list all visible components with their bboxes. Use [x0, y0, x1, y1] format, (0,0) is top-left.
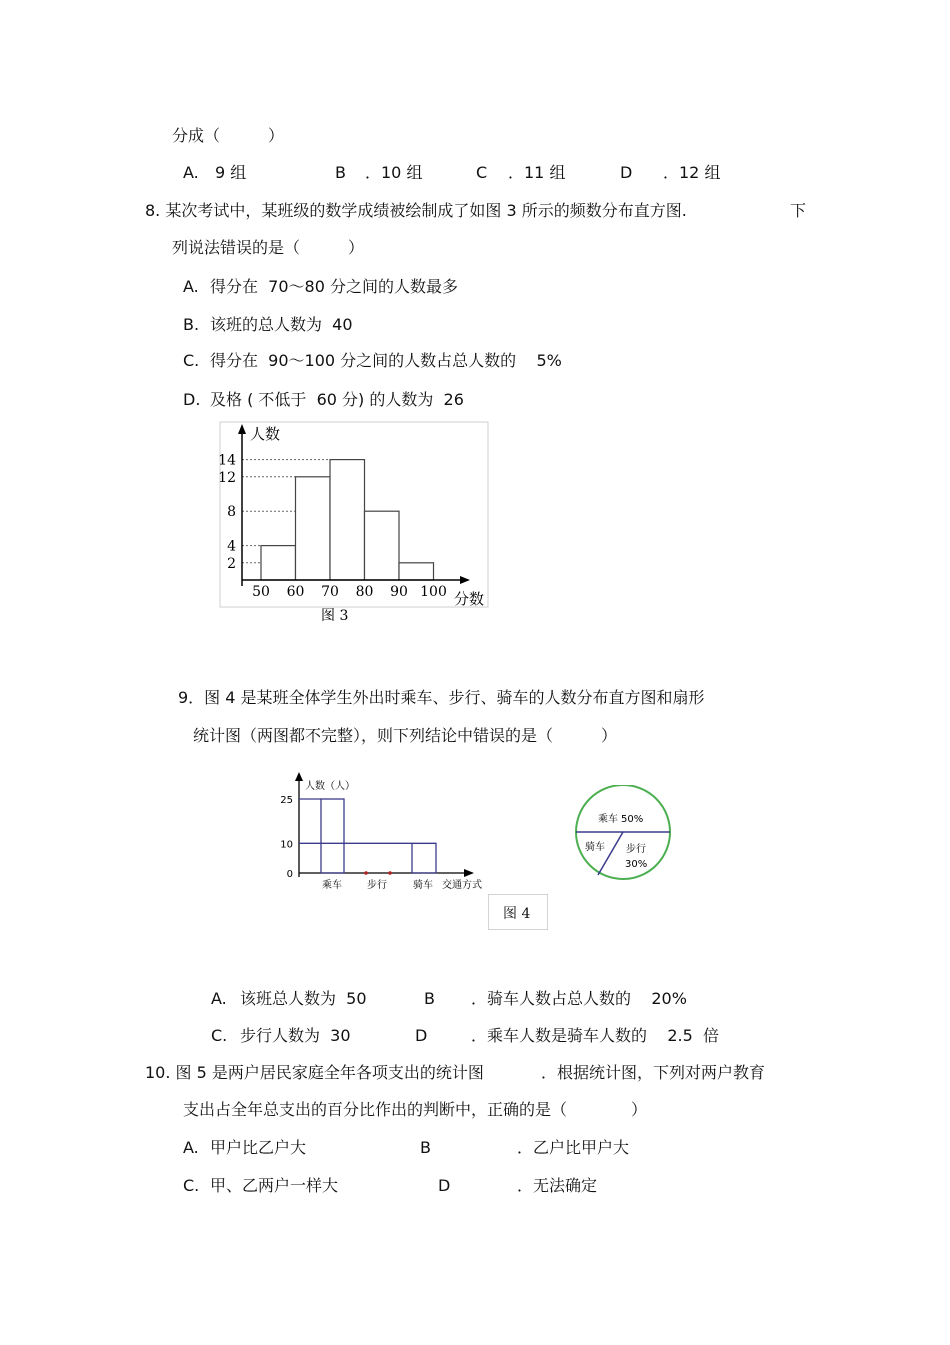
q8-stem-line2: 列说法错误的是（ ） [172, 238, 365, 257]
q10-stem-line1-tail: ．根据统计图，下列对两户教育 [541, 1063, 766, 1082]
q10-option-d-text: ．无法确定 [517, 1176, 598, 1195]
figure-4-point-right [388, 871, 392, 875]
figure-4-bar-chart [278, 770, 493, 895]
q9-option-c-letter: C. [211, 1026, 228, 1045]
figure-3-y-tick: 14 [218, 452, 236, 469]
q8-stem-line1-tail: 下 [790, 201, 807, 220]
figure-3-y-tick: 4 [227, 538, 236, 555]
q9-option-a-text: 该班总人数为 50 [240, 989, 367, 1008]
q8-option-a-text: 得分在 70～80 分之间的人数最多 [210, 277, 458, 296]
figure-4-x-arrow [464, 869, 474, 877]
q10-option-c-text: 甲、乙两户一样大 [210, 1176, 339, 1195]
figure-3-x-tick: 60 [286, 584, 305, 600]
figure-4-bar [412, 843, 436, 873]
q7-option-c-letter: C [476, 163, 488, 182]
figure-4-x-tick: 步行 [367, 880, 387, 891]
figure-3-x-tick: 100 [420, 584, 447, 600]
q10-option-a-text: 甲户比乙户大 [210, 1138, 307, 1157]
figure-4-point-left [364, 871, 368, 875]
q7-option-b-letter: B [335, 163, 346, 182]
figure-3-x-tick: 70 [321, 584, 339, 600]
q7-option-a-letter: A. [183, 163, 199, 182]
pie-label-buxing: 步行 [626, 844, 646, 855]
q7-option-c-text: ．11 组 [508, 163, 566, 182]
q9-option-d-text: ．乘车人数是骑车人数的 2.5 倍 [471, 1026, 719, 1045]
figure-4-x-tick: 乘车 [322, 880, 342, 891]
figure-3-x-tick: 90 [390, 584, 408, 600]
q8-option-b-letter: B. [183, 315, 200, 334]
q10-option-c-letter: C. [183, 1176, 200, 1195]
q8-stem-line1: 8. 某次考试中，某班级的数学成绩被绘制成了如图 3 所示的频数分布直方图. [145, 201, 687, 220]
figure-4-y-tick: 10 [280, 839, 293, 851]
q8-option-c-text: 得分在 90～100 分之间的人数占总人数的 5% [210, 351, 562, 370]
pie-value-buxing: 30% [625, 859, 648, 870]
q8-option-d-letter: D. [183, 390, 201, 409]
q8-option-d-text: 及格 ( 不低于 60 分) 的人数为 26 [210, 390, 464, 409]
figure-4-caption: 图 4 [503, 906, 531, 922]
figure-3-histogram [218, 420, 490, 635]
q9-option-b-letter: B [424, 989, 435, 1008]
figure-3-caption: 图 3 [321, 608, 349, 624]
pie-label-cheche: 乘车 [598, 814, 618, 825]
q9-option-a-letter: A. [211, 989, 227, 1008]
figure-3-bar [296, 477, 331, 580]
q7-option-d-letter: D [620, 163, 633, 182]
figure-4-x-label: 交通方式 [442, 880, 482, 891]
pie-label-qiche: 骑车 [585, 842, 605, 853]
q9-stem-line1: 9．图 4 是某班全体学生外出时乘车、步行、骑车的人数分布直方图和扇形 [178, 688, 705, 707]
figure-4-bar [321, 799, 344, 873]
figure-3-y-tick: 2 [227, 555, 236, 572]
figure-3-y-tick: 8 [227, 504, 236, 521]
figure-3-x-arrow [460, 576, 470, 584]
q10-option-d-letter: D [438, 1176, 451, 1195]
pie-value-cheche: 50% [621, 814, 644, 825]
figure-3-bar [365, 511, 400, 580]
q9-stem-line2: 统计图（两图都不完整），则下列结论中错误的是（ ） [193, 726, 618, 745]
figure-4-y-label: 人数（人） [305, 781, 355, 792]
figure-3-bar [399, 563, 434, 580]
q9-option-b-text: ．骑车人数占总人数的 20% [471, 989, 687, 1008]
q7-option-d-text: ．12 组 [663, 163, 721, 182]
q10-stem-line2: 支出占全年总支出的百分比作出的判断中，正确的是（ ） [183, 1100, 648, 1119]
figure-3-x-tick: 50 [252, 584, 270, 600]
q8-option-a-letter: A. [183, 277, 199, 296]
figure-4-y-arrow [295, 772, 303, 781]
figure-3-x-label: 分数 [454, 590, 485, 608]
q8-option-c-letter: C. [183, 351, 200, 370]
figure-3-bar [261, 546, 296, 580]
q9-option-c-text: 步行人数为 30 [240, 1026, 351, 1045]
figure-4-x-tick: 骑车 [413, 880, 433, 891]
figure-3-x-tick: 80 [355, 584, 374, 600]
q7-option-b-text: ．10 组 [365, 163, 423, 182]
figure-4-pie-chart [568, 785, 678, 885]
q10-option-b-text: ．乙户比甲户大 [517, 1138, 630, 1157]
figure-3-y-arrow [238, 424, 246, 434]
q7-tail: 分成（ ） [172, 126, 285, 145]
q10-stem-line1: 10. 图 5 是两户居民家庭全年各项支出的统计图 [145, 1063, 484, 1082]
figure-3-y-label: 人数 [250, 425, 281, 443]
figure-3-y-tick: 12 [218, 469, 236, 486]
q7-option-a-text: 9 组 [215, 163, 247, 182]
q10-option-b-letter: B [420, 1138, 431, 1157]
q9-option-d-letter: D [415, 1026, 428, 1045]
q8-option-b-text: 该班的总人数为 40 [210, 315, 353, 334]
figure-4-y-tick: 25 [280, 795, 293, 806]
figure-4-y-tick: 0 [286, 869, 293, 880]
q10-option-a-letter: A. [183, 1138, 199, 1157]
figure-3-bar [330, 460, 365, 580]
figure-4-caption-box [488, 894, 548, 930]
